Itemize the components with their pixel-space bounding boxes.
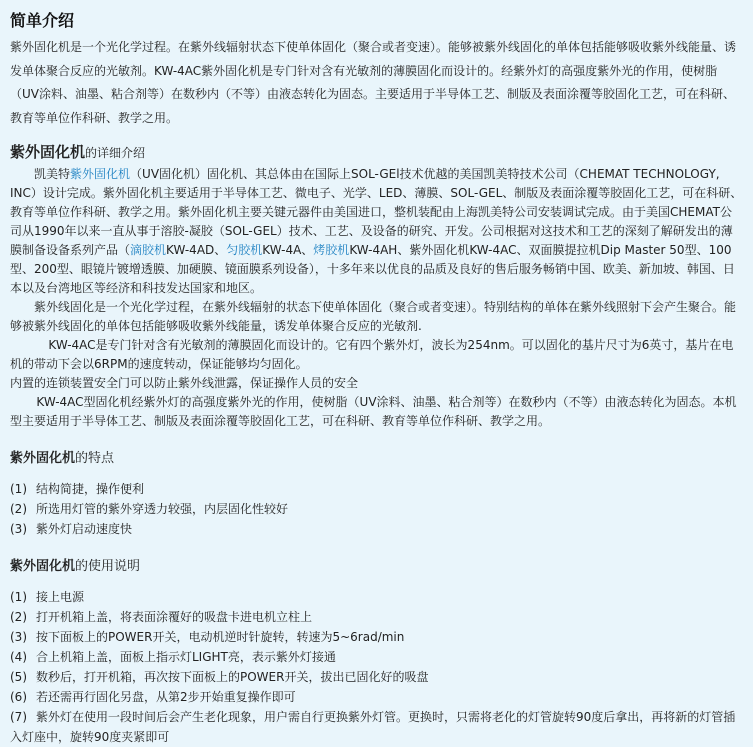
list-text: 若还需再行固化另盘，从第2步开始重复操作即可 <box>36 690 296 704</box>
list-number: (6) <box>10 690 27 704</box>
detail-paragraph-3: KW-4AC是专门针对含有光敏剂的薄膜固化而设计的。它有四个紫外灯，波长为254nm。可以固化的基片尺寸为6英寸，基片在电机的带动下会以6RPM的速度转动，保证能够均匀固化。 <box>10 338 734 371</box>
list-item <box>10 479 743 499</box>
features-list <box>10 479 743 539</box>
list-text: 按下面板上的POWER开关，电动机逆时针旋转，转速为5~6rad/min <box>36 630 405 644</box>
list-number: (4) <box>10 650 27 664</box>
detail-text: KW-4AD、 <box>166 243 227 257</box>
usage-title-bold: 紫外固化机 <box>10 559 76 574</box>
detail-text: KW-4AH、紫外固化机KW-4AC、双面膜提拉机Dip Master 50型、100型、200型、眼镜片镀增透膜、加硬膜、镜面膜系列设备），十多年来以优良的品质及良好的售后服务畅销中国、欧美、新加坡、韩国、日本以及台湾地区等经济和科技发达国家和地区。 <box>10 243 735 295</box>
list-item <box>10 647 743 667</box>
list-text: 数秒后，打开机箱，再次按下面板上的POWER开关，拔出已固化好的吸盘 <box>36 670 429 684</box>
list-item <box>10 707 743 747</box>
list-item <box>10 627 743 647</box>
detail-title <box>10 140 743 165</box>
detail-text: 凯美特 <box>34 167 71 181</box>
list-number: (1) <box>10 590 27 604</box>
list-text: 紫外灯在使用一段时间后会产生老化现象，用户需自行更换紫外灯管。更换时，只需将老化的灯管旋转90度后拿出，再将新的灯管插入灯座中，旋转90度夹紧即可 <box>10 710 736 744</box>
list-item <box>10 607 743 627</box>
link-spin-coater[interactable]: 匀胶机 <box>226 243 263 257</box>
features-title-suffix: 的特点 <box>75 451 115 466</box>
list-item <box>10 587 743 607</box>
list-number: (3) <box>10 522 27 536</box>
detail-title-bold: 紫外固化机 <box>10 143 86 161</box>
detail-text: KW-4A、 <box>262 243 314 257</box>
list-number: (7) <box>10 710 27 724</box>
list-item <box>10 687 743 707</box>
list-text: 打开机箱上盖，将表面涂覆好的吸盘卡进电机立柱上 <box>36 610 313 624</box>
list-item <box>10 499 743 519</box>
list-number: (5) <box>10 670 27 684</box>
detail-paragraph-2: 紫外线固化是一个光化学过程，在紫外线辐射的状态下使单体固化（聚合或者变速）。特别结构的单体在紫外线照射下会产生聚合。能够被紫外线固化的单体包括能够吸收紫外线能量，诱发单体聚合反应的光敏剂. <box>10 300 737 333</box>
link-dispenser[interactable]: 滴胶机 <box>130 243 167 257</box>
list-text: 接上电源 <box>36 590 85 604</box>
list-text: 所选用灯管的紫外穿透力较强，内层固化性较好 <box>36 502 289 516</box>
list-text: 紫外灯启动速度快 <box>36 522 133 536</box>
list-item <box>10 667 743 687</box>
list-number: (2) <box>10 502 27 516</box>
usage-title-suffix: 的使用说明 <box>75 559 141 574</box>
detail-paragraph-5: KW-4AC型固化机经紫外灯的高强度紫外光的作用，使树脂（UV涂料、油墨、粘合剂等）在数秒内（不等）由液态转化为固态。本机型主要适用于半导体工艺、制版及表面涂覆等胶固化工艺，可在科研、教育等单位作科研、教学之用。 <box>10 395 737 428</box>
link-uv-curing-machine[interactable]: 紫外固化机 <box>70 167 131 181</box>
usage-title <box>10 557 743 577</box>
list-number: (1) <box>10 482 27 496</box>
list-number: (2) <box>10 610 27 624</box>
detail-paragraph-1 <box>10 165 743 298</box>
list-number: (3) <box>10 630 27 644</box>
detail-title-suffix: 的详细介绍 <box>85 146 146 160</box>
intro-heading: 简单介绍 <box>10 11 75 30</box>
features-title <box>10 449 743 469</box>
usage-list <box>10 587 743 747</box>
features-title-bold: 紫外固化机 <box>10 451 76 466</box>
list-item <box>10 519 743 539</box>
intro-text: 紫外固化机是一个光化学过程。在紫外线辐射状态下使单体固化（聚合或者变速）。能够被紫外线固化的单体包括能够吸收紫外线能量、诱发单体聚合反应的光敏剂。KW-4AC紫外固化机是专门针对含有光敏剂的薄膜固化而设计的。经紫外灯的高强度紫外光的作用，使树脂（UV涂料、油墨、粘合剂等）在数秒内（不等）由液态转化为固态。主要适用于半导体工艺、制版及表面涂覆等胶固化工艺，可在科研、教育等单位作科研、教学之用。 <box>10 40 737 125</box>
link-baker[interactable]: 烤胶机 <box>313 243 350 257</box>
list-text: 合上机箱上盖，面板上指示灯LIGHT亮，表示紫外灯接通 <box>36 650 336 664</box>
detail-text: （UV固化机）固化机、其总体由在国际上SOL-GEl技术优越的美国凯美特技术公司（CHEMAT TECHNOLOGY, INC）设计完成。紫外固化机主要适用于半导体工艺、微电子、光学、LED、薄膜、SOL-GEL、制版及表面涂覆等胶固化工艺，可在科研、教育等单位作科研、教学之用。紫外固化机主要关键元器件由美国进口，整机装配由上海凯美特公司安装调试完成。由于美国CHEMAT公司从1990年以来一直从事于溶胶-凝胶（SOL-GEL）技术、工艺、及设备的研究、开发。公司根据对这技术和工艺的深刻了解研发出的薄膜制备设备系列产品（ <box>10 167 743 257</box>
list-text: 结构简捷，操作便利 <box>36 482 145 496</box>
detail-paragraph-4: 内置的连锁装置安全门可以防止紫外线泄露，保证操作人员的安全 <box>10 376 359 390</box>
detail-body <box>10 165 743 431</box>
